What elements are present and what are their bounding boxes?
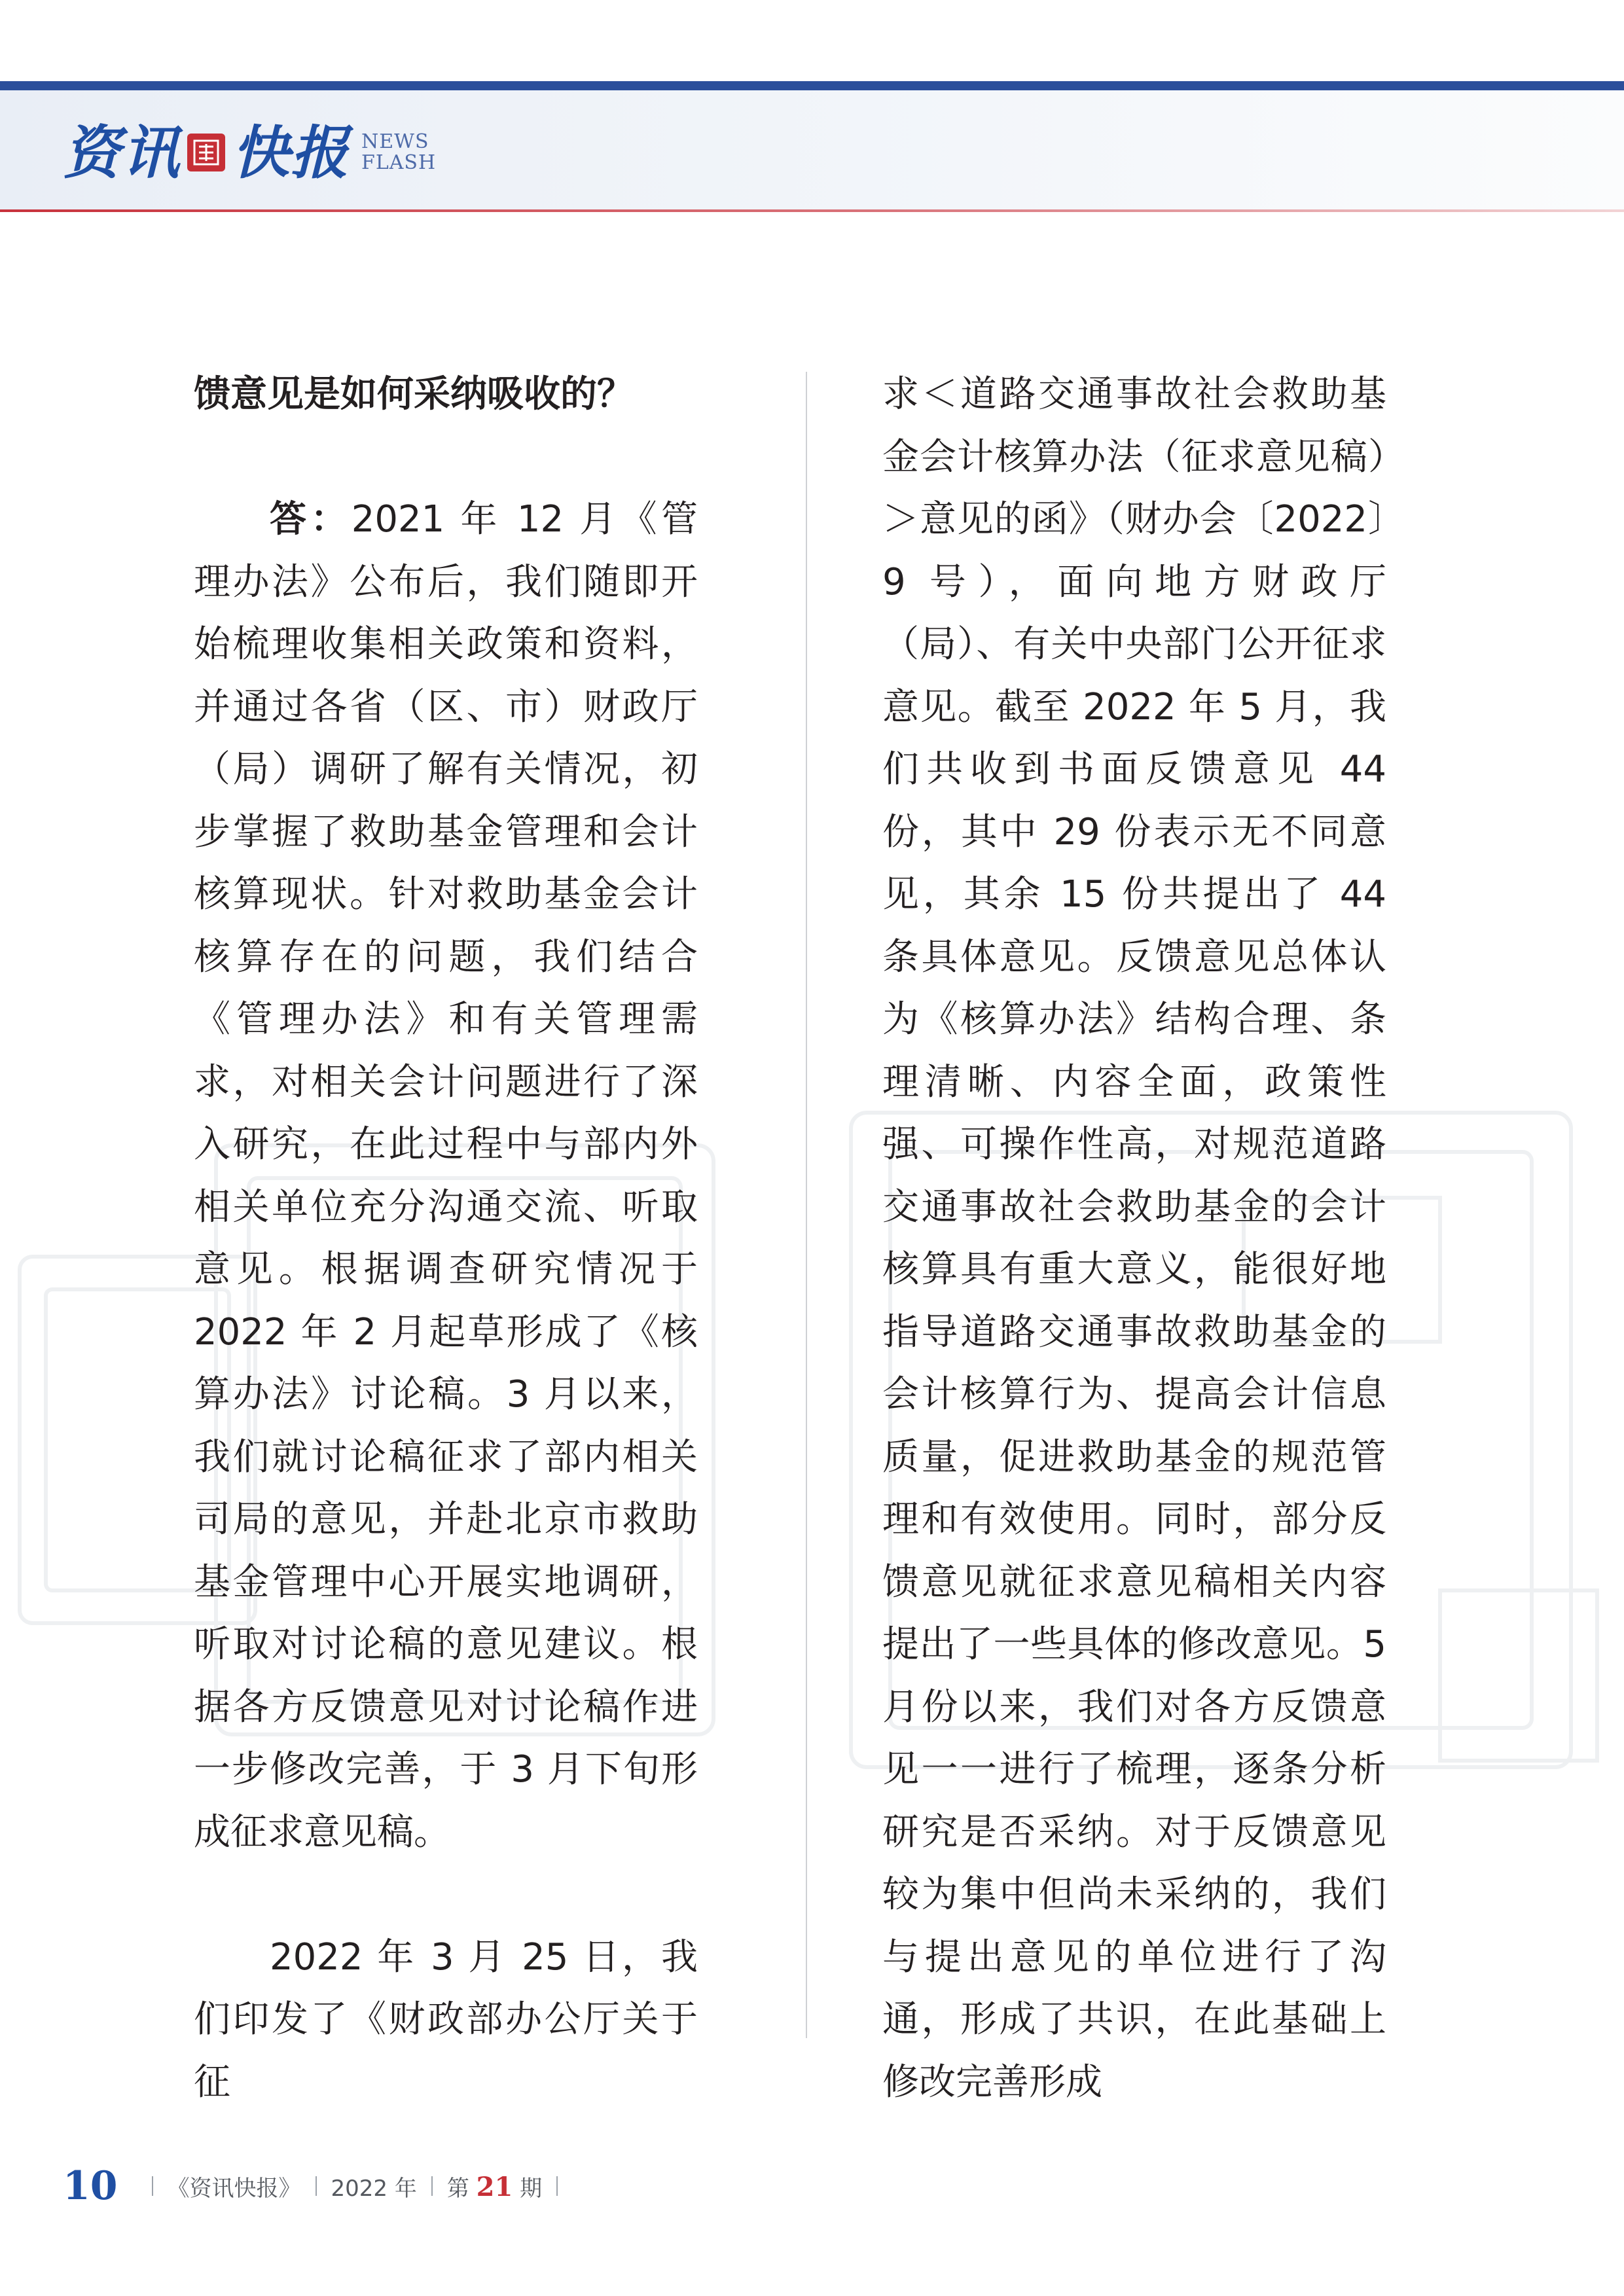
masthead-title-part2: 快报 [232, 118, 350, 187]
page-footer [63, 2160, 572, 2212]
answer-label: 答： [270, 498, 352, 541]
answer-text: 2021 年 12 月《管理办法》公布后，我们随即开始梳理收集相关政策和资料，并通过各省（区、市）财政厅（局）调研了解有关情况，初步掌握了救助基金管理和会计核算现状。针对救助基金会计核算存在的问题，我们结合《管理办法》和有关管理需求，对相关会计问题进行了深入研究，在此过程中与部内外相关单位充分沟通交流、听取意见。根据调查研究情况于 2022 年 2 月起草形成了《核算办法》讨论稿。3 月以来，我们就讨论稿征求了部内相关司局的意见，并赴北京市救助基金管理中心开展实地调研，听取对讨论稿的意见建议。根据各方反馈意见对讨论稿作进一步修改完善，于 3 月下旬形成征求意见稿。 [194, 498, 698, 1854]
footer-issue [447, 2170, 542, 2202]
masthead-logo [63, 110, 436, 195]
paragraph-2-continued: 求＜道路交通事故社会救助基金会计核算办法（征求意见稿）＞意见的函》（财办会〔2022〕9 号），面向地方财政厅（局）、有关中央部门公开征求意见。截至 2022 年 5 月，我们共收到书面反馈意见 44 份，其中 29 份表示无不同意见，其余 15 份共提出了 44 条具体意见。反馈意见总体认为《核算办法》结构合理、条理清晰、内容全面，政策性强、可操作性高，对规范道路交通事故社会救助基金的会计核算具有重大意义，能很好地指导道路交通事故救助基金的会计核算行为、提高会计信息质量，促进救助基金的规范管理和有效使用。同时，部分反馈意见就征求意见稿相关内容提出了一些具体的修改意见。5 月份以来，我们对各方反馈意见一一进行了梳理，逐条分析研究是否采纳。对于反馈意见较为集中但尚未采纳的，我们与提出意见的单位进行了沟通，形成了共识，在此基础上修改完善形成 [882, 373, 1386, 2104]
column-divider [806, 372, 807, 2038]
masthead-seal-icon [187, 134, 225, 171]
masthead-english [361, 132, 436, 173]
article-column-right [882, 363, 1386, 2113]
page-number: 10 [63, 2163, 118, 2209]
answer-paragraph [194, 488, 698, 1863]
question-heading: 馈意见是如何采纳吸收的？ [194, 373, 634, 416]
header-top-rule [0, 81, 1624, 90]
footer-publication: 《资讯快报》 [167, 2175, 301, 2202]
article-column-left [194, 363, 698, 2113]
footer-issue-prefix: 第 [446, 2175, 469, 2202]
footer-year: 2022 年 [331, 2175, 417, 2202]
footer-divider [152, 2176, 153, 2196]
footer-divider [431, 2176, 433, 2196]
footer-issue-suffix: 期 [520, 2175, 543, 2202]
header-bottom-rule [0, 209, 1624, 212]
masthead-english-line2: FLASH [361, 151, 437, 174]
footer-issue-number: 21 [476, 2171, 513, 2202]
masthead-title-part1: 资讯 [63, 118, 181, 187]
footer-divider [316, 2176, 317, 2196]
masthead-english-line1: NEWS [361, 130, 429, 153]
footer-divider [556, 2176, 558, 2196]
paragraph-2: 2022 年 3 月 25 日，我们印发了《财政部办公厅关于征 [194, 1935, 698, 2104]
